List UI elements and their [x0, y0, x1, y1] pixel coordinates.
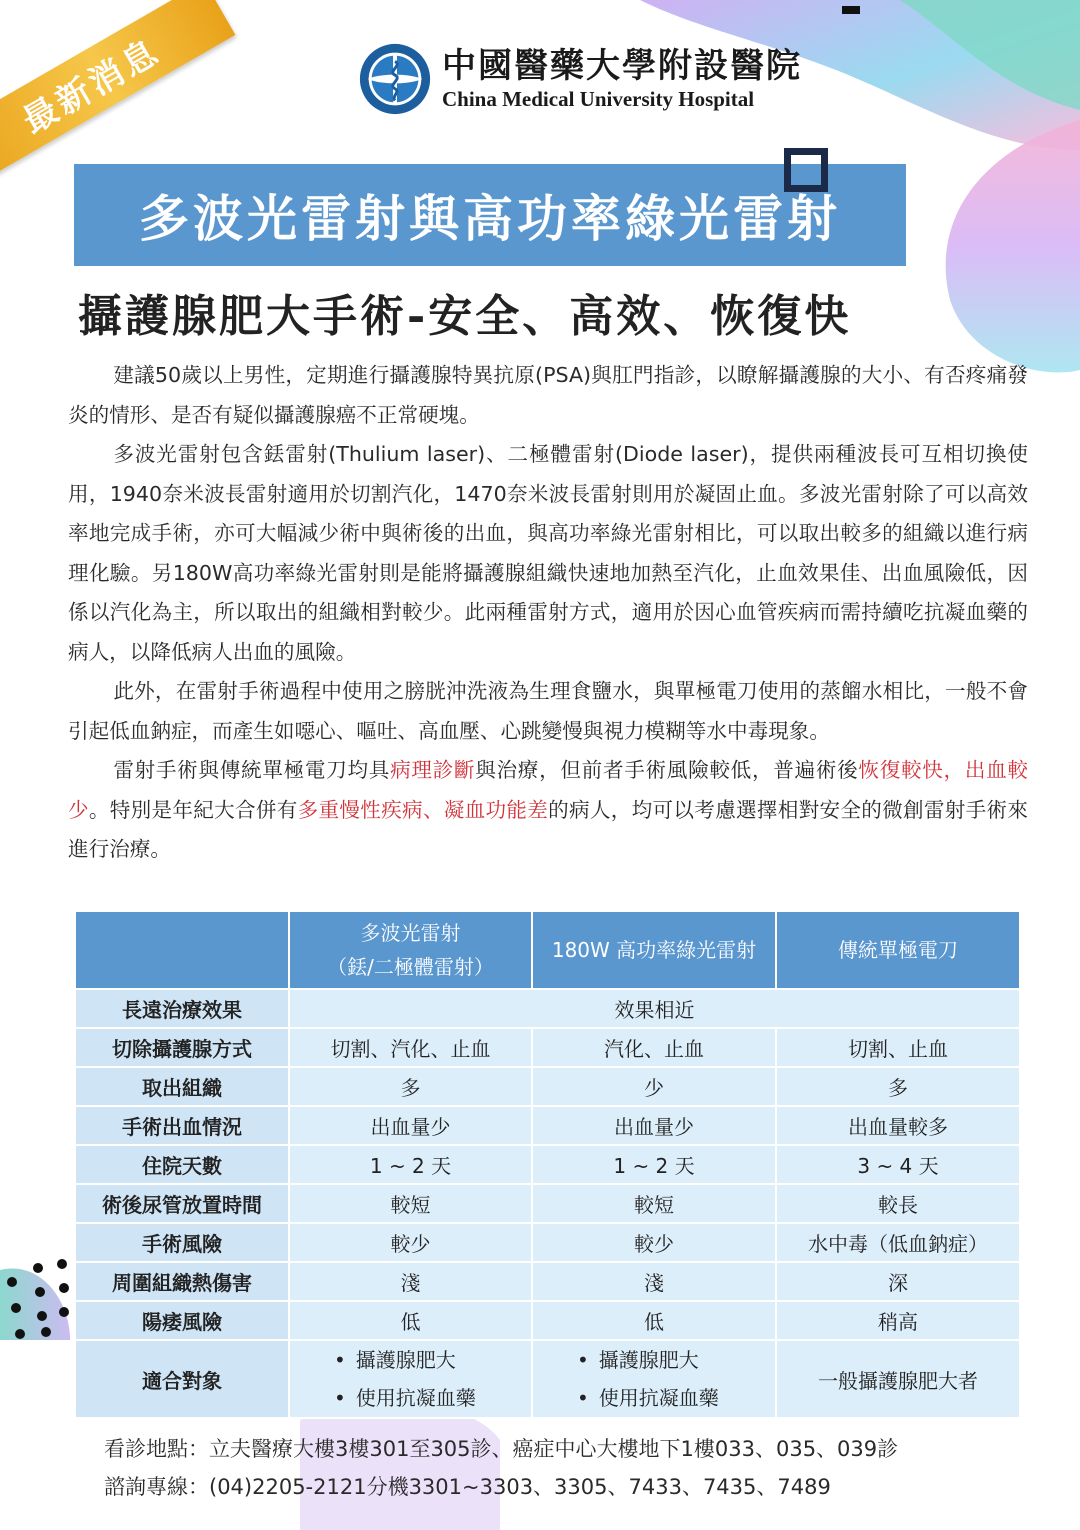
table-header-greenlight: 180W 高功率綠光雷射: [532, 911, 776, 989]
table-cell: 1 ~ 2 天: [532, 1145, 776, 1184]
list-item: • 攝護腺肥大: [577, 1341, 775, 1379]
p4-text-2: 與治療，但前者手術風險較低，普遍術後: [475, 758, 859, 782]
row-label: 周圍組織熱傷害: [75, 1262, 289, 1301]
p4-text-4: 的病人，均可以考慮選擇相對安全的微創雷射手術來進行治療。: [68, 797, 1029, 861]
table-header-row: [75, 911, 1020, 989]
table-header-multiwave: [289, 911, 532, 989]
table-row: [75, 1106, 1020, 1145]
paragraph-1: 建議50歲以上男性，定期進行攝護腺特異抗原(PSA)與肛門指診，以瞭解攝護腺的大小、有否疼痛發炎的情形、是否有疑似攝護腺癌不正常硬塊。: [68, 363, 1028, 427]
title-banner: [74, 164, 906, 266]
table-cell: 出血量少: [289, 1106, 532, 1145]
table-cell: 水中毒（低血鈉症）: [776, 1223, 1020, 1262]
table-cell: 出血量較多: [776, 1106, 1020, 1145]
page-title: 多波光雷射與高功率綠光雷射: [139, 189, 841, 248]
bullet-list: [533, 1341, 775, 1417]
table-cell-merged: 效果相近: [289, 989, 1020, 1028]
clinic-location: 看診地點：立夫醫療大樓3樓301至305診、癌症中心大樓地下1樓033、035、039診: [104, 1437, 899, 1461]
p4-text-1: 雷射手術與傳統單極電刀均具: [113, 758, 391, 782]
table-cell: 低: [532, 1301, 776, 1340]
row-label: 術後尿管放置時間: [75, 1184, 289, 1223]
row-label: 長遠治療效果: [75, 989, 289, 1028]
footer-info: [104, 1430, 898, 1506]
table-row: [75, 1145, 1020, 1184]
table-row: [75, 1028, 1020, 1067]
header-multiwave-line2: （銩/二極體雷射）: [327, 955, 494, 979]
row-label: 手術風險: [75, 1223, 289, 1262]
table-cell: 較長: [776, 1184, 1020, 1223]
comparison-table: [74, 910, 1021, 1419]
list-item: • 攝護腺肥大: [334, 1341, 531, 1379]
hospital-name-en: China Medical University Hospital: [442, 87, 755, 111]
table-cell: 稍高: [776, 1301, 1020, 1340]
p4-highlight-2: 恢復較快，出血較少: [68, 758, 1029, 822]
table-cell: 較短: [289, 1184, 532, 1223]
table-row: [75, 1340, 1020, 1418]
paragraph-3: 此外，在雷射手術過程中使用之膀胱沖洗液為生理食鹽水，與單極電刀使用的蒸餾水相比，一般不會引起低血鈉症，而產生如噁心、嘔吐、高血壓、心跳變慢與視力模糊等水中毒現象。: [68, 679, 1028, 743]
p4-highlight-1: 病理診斷: [390, 758, 476, 782]
table-cell: 1 ~ 2 天: [289, 1145, 532, 1184]
bullet-list: [290, 1341, 531, 1417]
table-cell: 較少: [532, 1223, 776, 1262]
table-cell: 汽化、止血: [532, 1028, 776, 1067]
table-cell: 3 ~ 4 天: [776, 1145, 1020, 1184]
news-ribbon-label: 最新消息: [15, 30, 168, 142]
row-label: 取出組織: [75, 1067, 289, 1106]
table-cell: 多: [289, 1067, 532, 1106]
page-subtitle: 攝護腺肥大手術-安全、高效、恢復快: [78, 291, 852, 342]
p4-text-3: 。特別是年紀大合併有: [88, 797, 298, 822]
table-cell: 出血量少: [532, 1106, 776, 1145]
table-cell: 深: [776, 1262, 1020, 1301]
table-cell: 低: [289, 1301, 532, 1340]
hospital-logo: [356, 40, 802, 118]
table-cell: 多: [776, 1067, 1020, 1106]
header-multiwave-line1: 多波光雷射: [360, 921, 461, 945]
table-cell: [289, 1340, 532, 1418]
table-cell: 少: [532, 1067, 776, 1106]
hospital-seal-icon: [356, 40, 434, 118]
table-header-monopolar: 傳統單極電刀: [776, 911, 1020, 989]
table-cell: 切割、汽化、止血: [289, 1028, 532, 1067]
list-item: • 使用抗凝血藥: [334, 1379, 531, 1417]
table-cell: 淺: [289, 1262, 532, 1301]
paragraph-4: [68, 751, 1028, 870]
contact-phone: 諮詢專線：(04)2205-2121分機3301~3303、3305、7433、7435、7489: [104, 1475, 831, 1499]
row-label: 住院天數: [75, 1145, 289, 1184]
table-row: [75, 1301, 1020, 1340]
row-label: 切除攝護腺方式: [75, 1028, 289, 1067]
row-label: 陽痿風險: [75, 1301, 289, 1340]
table-cell: 淺: [532, 1262, 776, 1301]
table-cell: 切割、止血: [776, 1028, 1020, 1067]
table-cell: 較少: [289, 1223, 532, 1262]
table-row: [75, 989, 1020, 1028]
table-cell: 較短: [532, 1184, 776, 1223]
table-row: [75, 1223, 1020, 1262]
table-row: [75, 1184, 1020, 1223]
table-cell: 一般攝護腺肥大者: [776, 1340, 1020, 1418]
p4-highlight-3: 多重慢性疾病、凝血功能差: [297, 797, 549, 822]
row-label: 手術出血情況: [75, 1106, 289, 1145]
hospital-name-zh: 中國醫藥大學附設醫院: [442, 46, 802, 86]
row-label: 適合對象: [75, 1340, 289, 1418]
table-cell: [532, 1340, 776, 1418]
article-body: [68, 356, 1028, 870]
table-row: [75, 1262, 1020, 1301]
news-ribbon: [0, 0, 235, 185]
paragraph-2: 多波光雷射包含銩雷射(Thulium laser)、二極體雷射(Diode laser)，提供兩種波長可互相切換使用，1940奈米波長雷射適用於切割汽化，1470奈米波長雷射則用於凝固止血。多波光雷射除了可以高效率地完成手術，亦可大幅減少術中與術後的出血，與高功率綠光雷射相比，可以取出較多的組織以進行病理化驗。另180W高功率綠光雷射則是能將攝護腺組織快速地加熱至汽化，止血效果佳、出血風險低，因係以汽化為主，所以取出的組織相對較少。此兩種雷射方式，適用於因心血管疾病而需持續吃抗凝血藥的病人，以降低病人出血的風險。: [68, 442, 1028, 664]
list-item: • 使用抗凝血藥: [577, 1379, 775, 1417]
table-row: [75, 1067, 1020, 1106]
table-header-empty: [75, 911, 289, 989]
square-decoration: [784, 148, 828, 192]
